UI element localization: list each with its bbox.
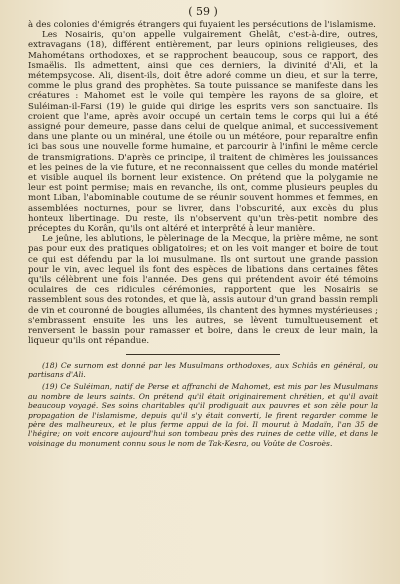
body-paragraph: Le jeûne, les ablutions, le pèlerinage de la Mecque, la prière même, ne sont pas pour eux des pratiques obligatoires; et on les voit manger et boire de tout ce qui est défendu par la loi musulmane. Ils ont surtout une grande passion pour le vin, avec lequel ils font des espèces de libations dans certaines fêtes qu'ils célèbrent une fois l'année. Des gens qui prétendent avoir été témoins oculaires de ces ridicules cérémonies, rapportent que les Nosairis se rassemblent sous des rotondes, et que là, assis autour d'un grand bassin rempli de vin et couronné de bougies allumées, ils chantent des hymnes mystérieuses ; s'embrassent ensuite les uns les autres, se lèvent tumultueusement et renversent le bassin pour ramasser et boire, dans le creux de leur main, la liqueur qu'ils ont répandue. xyxy=(28,234,378,347)
body-text xyxy=(28,20,378,347)
footnote: (18) Ce surnom est donné par les Musulmans orthodoxes, aux Schiâs en général, ou partisans d'Ali. xyxy=(28,360,378,379)
footnote-separator xyxy=(126,354,280,355)
footnote: (19) Ce Suléiman, natif de Perse et affranchi de Mahomet, est mis par les Musulmans au nombre de leurs saints. On prétend qu'il était originairement chrétien, et qu'il avait beaucoup voyagé. Ses soins charitables qu'il prodiguait aux pauvres et son zèle pour la propagation de l'islamisme, depuis qu'il s'y était converti, le firent regarder comme le père des malheureux, et le plus ferme appui de la foi. Il mourut à Madaïn, l'an 35 de l'hégire; on voit encore aujourd'hui son tombeau près des ruines de cette ville, et dans le voisinage du monument connu sous le nom de Tak-Kesra, ou Voûte de Cosroès. xyxy=(28,382,378,448)
body-paragraph: Les Nosairis, qu'on appelle vulgairement Ghelât, c'est-à-dire, outres, extravagans (18), différent entièrement, par leurs opinions religieuses, des Mahométans orthodoxes, et se rapprochent beaucoup, sous ce rapport, des Ismaëlis. Ils admettent, ainsi que ces derniers, la divinité d'Ali, et la métempsycose. Ali, disent-ils, doit être adoré comme un dieu, et sur la terre, comme le plus grand des prophètes. Sa toute puissance se manifeste dans les créatures : Mahomet est le voile qui tempère les rayons de sa gloire, et Suléiman-il-Farsi (19) le guide qui dirige les esprits vers son sanctuaire. Ils croient que l'ame, après avoir occupé un certain tems le corps qui lui a été assigné pour demeure, passe dans celui de quelque animal, et successivement dans une plante ou un minéral, une étoile ou un météore, pour reparaître enfin ici bas sous une nouvelle forme humaine, et parcourir à l'infini le même cercle de transmigrations. D'après ce principe, il traitent de chimères les jouissances et les peines de la vie future, et ne reconnaissent que celles du monde matériel et visible auquel ils bornent leur existence. On prétend que la polygamie ne leur est point permise; mais en revanche, ils ont, comme plusieurs peuples du mont Liban, l'abominable coutume de se réunir souvent hommes et femmes, en assemblées nocturnes, pour se livrer, dans l'obscurité, aux excès du plus honteux libertinage. Du reste, ils n'observent qu'un très-petit nombre des préceptes du Korân, qu'ils ont altéré et interprêté à leur manière. xyxy=(28,30,378,235)
page-number: ( 59 ) xyxy=(188,5,218,18)
body-paragraph: à des colonies d'émigrés étrangers qui fuyaient les persécutions de l'islamisme. xyxy=(28,20,376,30)
footnotes xyxy=(28,361,378,449)
